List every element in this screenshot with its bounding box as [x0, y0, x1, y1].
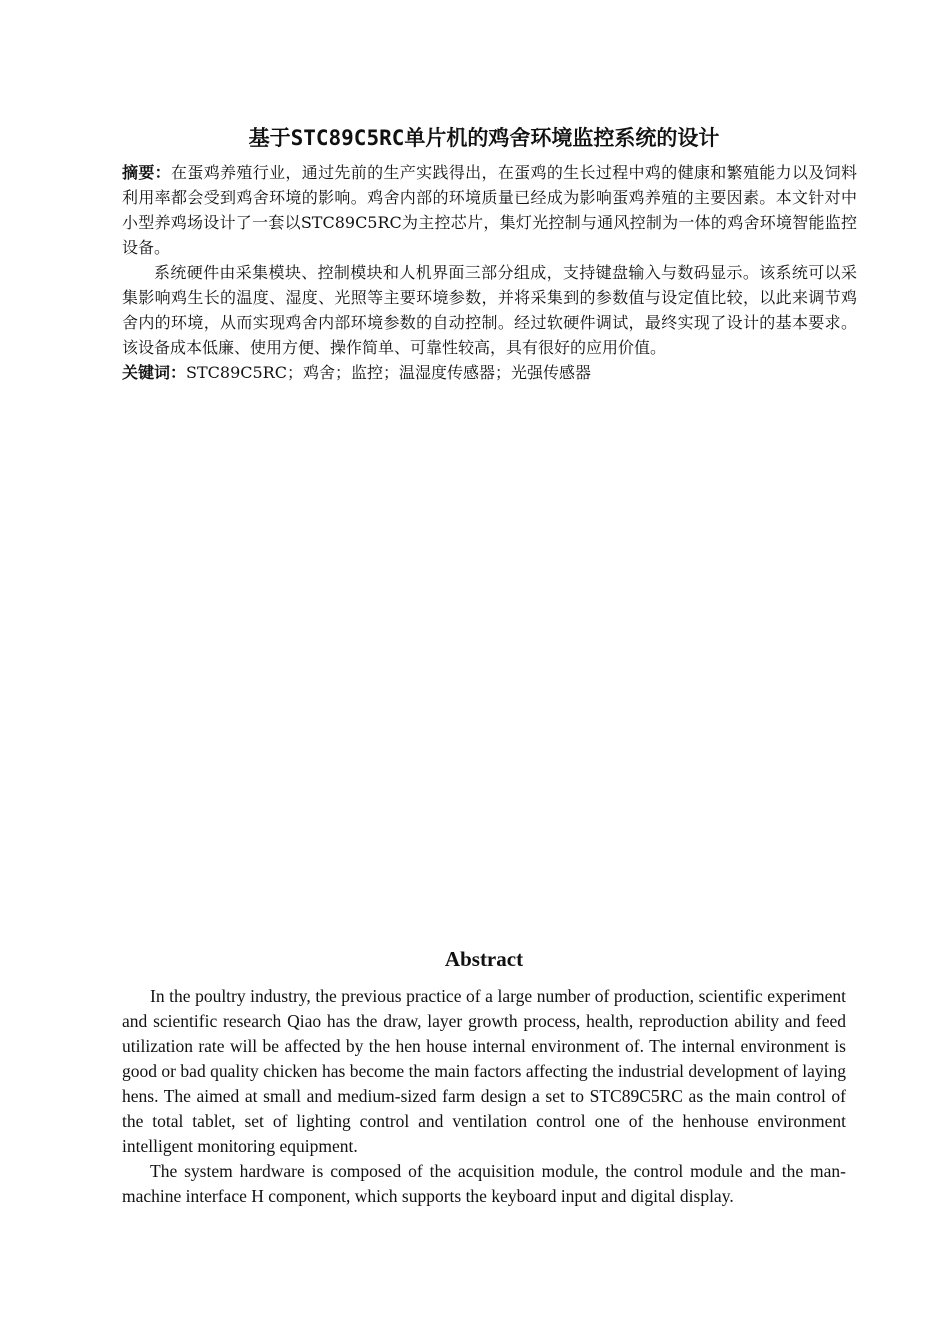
en-abstract-paragraph-1: In the poultry industry, the previous practice of a large number of production, scientific experiment and scientific research Qiao has the draw, layer growth process, health, reproduction ability and feed utilization rate will be affected by the hen house internal environment of. The internal environment is good or bad quality chicken has become the main factors affecting the industrial development of laying hens. The aimed at small and medium-sized farm design a set to STC89C5RC as the main control of the total tablet, set of lighting control and ventilation control one of the henhouse environment intelligent monitoring equipment.: [122, 986, 846, 1156]
chinese-abstract: [122, 160, 857, 385]
cn-keywords: [122, 360, 857, 385]
cn-abstract-text-1: 在蛋鸡养殖行业，通过先前的生产实践得出，在蛋鸡的生长过程中鸡的健康和繁殖能力以及饲料利用率都会受到鸡舍环境的影响。鸡舍内部的环境质量已经成为影响蛋鸡养殖的主要因素。本文针对中小型养鸡场设计了一套以STC89C5RC为主控芯片，集灯光控制与通风控制为一体的鸡舍环境智能监控设备。: [122, 163, 857, 257]
cn-keywords-label: 关键词：: [122, 363, 187, 382]
abstract-heading: Abstract: [444, 947, 524, 971]
cn-abstract-paragraph-2: 系统硬件由采集模块、控制模块和人机界面三部分组成，支持键盘输入与数码显示。该系统可以采集影响鸡生长的温度、湿度、光照等主要环境参数，并将采集到的参数值与设定值比较，以此来调节鸡舍内的环境，从而实现鸡舍内部环境参数的自动控制。经过软硬件调试，最终实现了设计的基本要求。该设备成本低廉、使用方便、操作简单、可靠性较高，具有很好的应用价值。: [122, 263, 857, 357]
cn-abstract-label: 摘要：: [122, 163, 172, 182]
cn-abstract-paragraph-1: [122, 160, 857, 260]
paper-title: 基于STC89C5RC单片机的鸡舍环境监控系统的设计: [248, 126, 720, 150]
en-abstract-paragraph-2: The system hardware is composed of the acquisition module, the control module and the man-machine interface H component, which supports the keyboard input and digital display.: [122, 1161, 846, 1206]
cn-keywords-text: STC89C5RC；鸡舍；监控；温湿度传感器；光强传感器: [186, 363, 591, 382]
english-abstract: [122, 984, 846, 1209]
